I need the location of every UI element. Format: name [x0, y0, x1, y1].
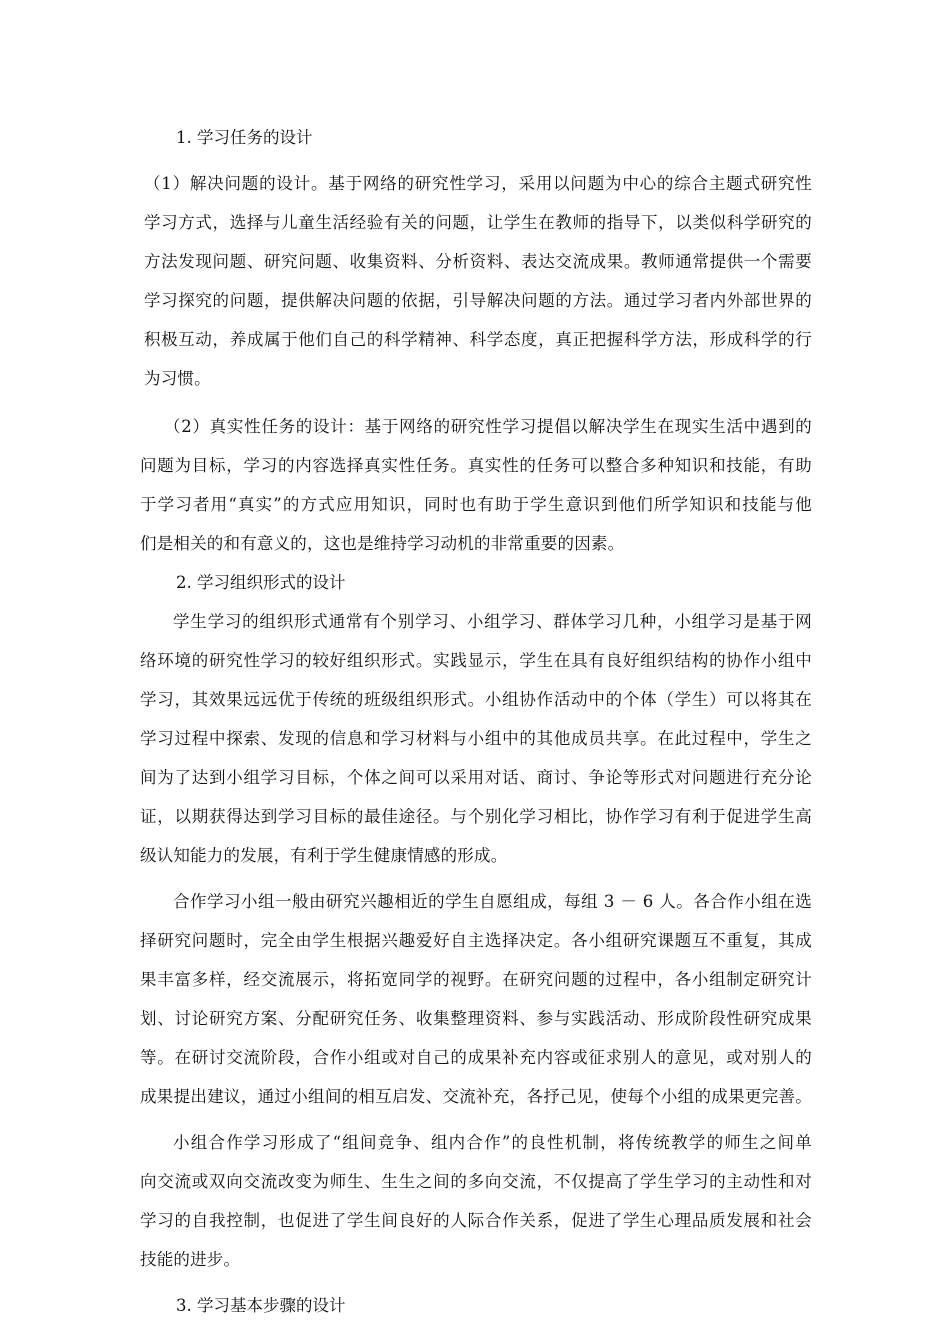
paragraph-line: 证，以期获得达到学习目标的最佳途径。与个别化学习相比，协作学习有利于促进学生高 [140, 807, 812, 826]
paragraph-line: 技能的进步。 [140, 1250, 241, 1269]
paragraph-1-1 [140, 164, 812, 398]
section-heading-2: 2. 学习组织形式的设计 [176, 573, 346, 592]
paragraph-line: 级认知能力的发展，有利于学生健康情感的形成。 [140, 846, 508, 865]
paragraph-2-3 [140, 1123, 812, 1279]
paragraph-line: 间为了达到小组学习目标，个体之间可以采用对话、商讨、争论等形式对问题进行充分论 [140, 768, 812, 787]
paragraph-line: 问题为目标，学习的内容选择真实性任务。真实性的任务可以整合多种知识和技能，有助 [140, 456, 812, 475]
paragraph-line: 学习过程中探索、发现的信息和学习材料与小组中的其他成员共享。在此过程中，学生之 [140, 729, 812, 748]
paragraph-line: 于学习者用“真实”的方式应用知识，同时也有助于学生意识到他们所学知识和技能与他 [140, 495, 812, 514]
paragraph-line: 划、讨论研究方案、分配研究任务、收集整理资料、参与实践活动、形成阶段性研究成果 [140, 1009, 812, 1028]
paragraph-line: 择研究问题时，完全由学生根据兴趣爱好自主选择决定。各小组研究课题互不重复，其成 [140, 931, 812, 950]
paragraph-line: 学习，其效果远远优于传统的班级组织形式。小组协作活动中的个体（学生）可以将其在 [140, 690, 812, 709]
paragraph-line: 为习惯。 [144, 369, 211, 388]
paragraph-line: 学生学习的组织形式通常有个别学习、小组学习、群体学习几种，小组学习是基于网 [173, 612, 812, 631]
paragraph-line: 合作学习小组一般由研究兴趣相近的学生自愿组成，每组 3 － 6 人。各合作小组在选 [173, 892, 812, 911]
paragraph-line: 络环境的研究性学习的较好组织形式。实践显示，学生在具有良好组织结构的协作小组中 [140, 651, 812, 670]
section-heading-1: 1. 学习任务的设计 [176, 128, 313, 147]
paragraph-line: 成果提出建议，通过小组间的相互启发、交流补充，各抒己见，使每个小组的成果更完善。 [140, 1087, 812, 1106]
paragraph-line: 小组合作学习形成了“组间竞争、组内合作”的良性机制，将传统教学的师生之间单 [173, 1133, 812, 1152]
paragraph-2-2 [140, 882, 812, 1116]
paragraph-line: 向交流或双向交流改变为师生、生生之间的多向交流，不仅提高了学生学习的主动性和对 [140, 1172, 812, 1191]
paragraph-line: 方法发现问题、研究问题、收集资料、分析资料、表达交流成果。教师通常提供一个需要 [144, 252, 812, 271]
paragraph-line: 积极互动，养成属于他们自己的科学精神、科学态度，真正把握科学方法，形成科学的行 [144, 330, 812, 349]
paragraph-line: 等。在研讨交流阶段，合作小组或对自己的成果补充内容或征求别人的意见，或对别人的 [140, 1048, 812, 1067]
paragraph-line: （1）解决问题的设计。基于网络的研究性学习，采用以问题为中心的综合主题式研究性 [144, 174, 812, 193]
paragraph-line: 果丰富多样，经交流展示，将拓宽同学的视野。在研究问题的过程中，各小组制定研究计 [140, 970, 812, 989]
paragraph-line: 学习探究的问题，提供解决问题的依据，引导解决问题的方法。通过学习者内外部世界的 [144, 291, 812, 310]
paragraph-line: 学习方式，选择与儿童生活经验有关的问题，让学生在教师的指导下，以类似科学研究的 [144, 213, 812, 232]
paragraph-2-1 [140, 602, 812, 875]
section-heading-3: 3. 学习基本步骤的设计 [176, 1296, 346, 1315]
paragraph-line: （2）真实性任务的设计：基于网络的研究性学习提倡以解决学生在现实生活中遇到的 [164, 417, 812, 436]
paragraph-1-2 [140, 407, 812, 563]
document-body [140, 118, 812, 1325]
paragraph-line: 们是相关的和有意义的，这也是维持学习动机的非常重要的因素。 [140, 534, 625, 553]
paragraph-line: 学习的自我控制，也促进了学生间良好的人际合作关系，促进了学生心理品质发展和社会 [140, 1211, 812, 1230]
